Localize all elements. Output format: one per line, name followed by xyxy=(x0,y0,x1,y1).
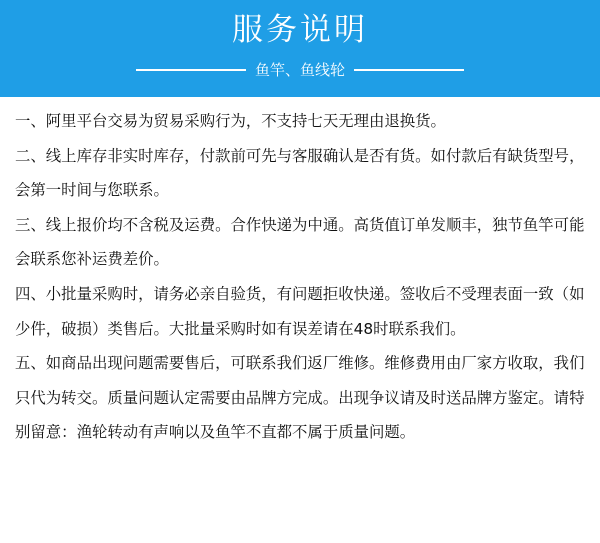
left-divider xyxy=(136,69,246,71)
service-notes xyxy=(0,97,600,450)
subtitle: 鱼竿、鱼线轮 xyxy=(254,61,345,79)
note-5: 五、如商品出现问题需要售后，可联系我们返厂维修。维修费用由厂家方收取，我们只代为转交。质量问题认定需要由品牌方完成。出现争议请及时送品牌方鉴定。请特别留意：渔轮转动有声响以及鱼竿不直都不属于质量问题。 xyxy=(15,354,585,442)
note-3: 三、线上报价均不含税及运费。合作快递为中通。高货值订单发顺丰，独节鱼竿可能会联系您补运费差价。 xyxy=(15,215,585,269)
header-banner xyxy=(0,0,600,97)
note-2: 二、线上库存非实时库存，付款前可先与客服确认是否有货。如付款后有缺货型号，会第一时间与您联系。 xyxy=(15,146,585,200)
page-title: 服务说明 xyxy=(232,12,368,48)
note-4: 四、小批量采购时，请务必亲自验货，有问题拒收快递。签收后不受理表面一致（如少件，破损）类售后。大批量采购时如有误差请在48时联系我们。 xyxy=(15,284,585,338)
right-divider xyxy=(354,69,464,71)
note-1: 一、阿里平台交易为贸易采购行为，不支持七天无理由退换货。 xyxy=(15,112,446,130)
subtitle-row xyxy=(0,60,600,80)
